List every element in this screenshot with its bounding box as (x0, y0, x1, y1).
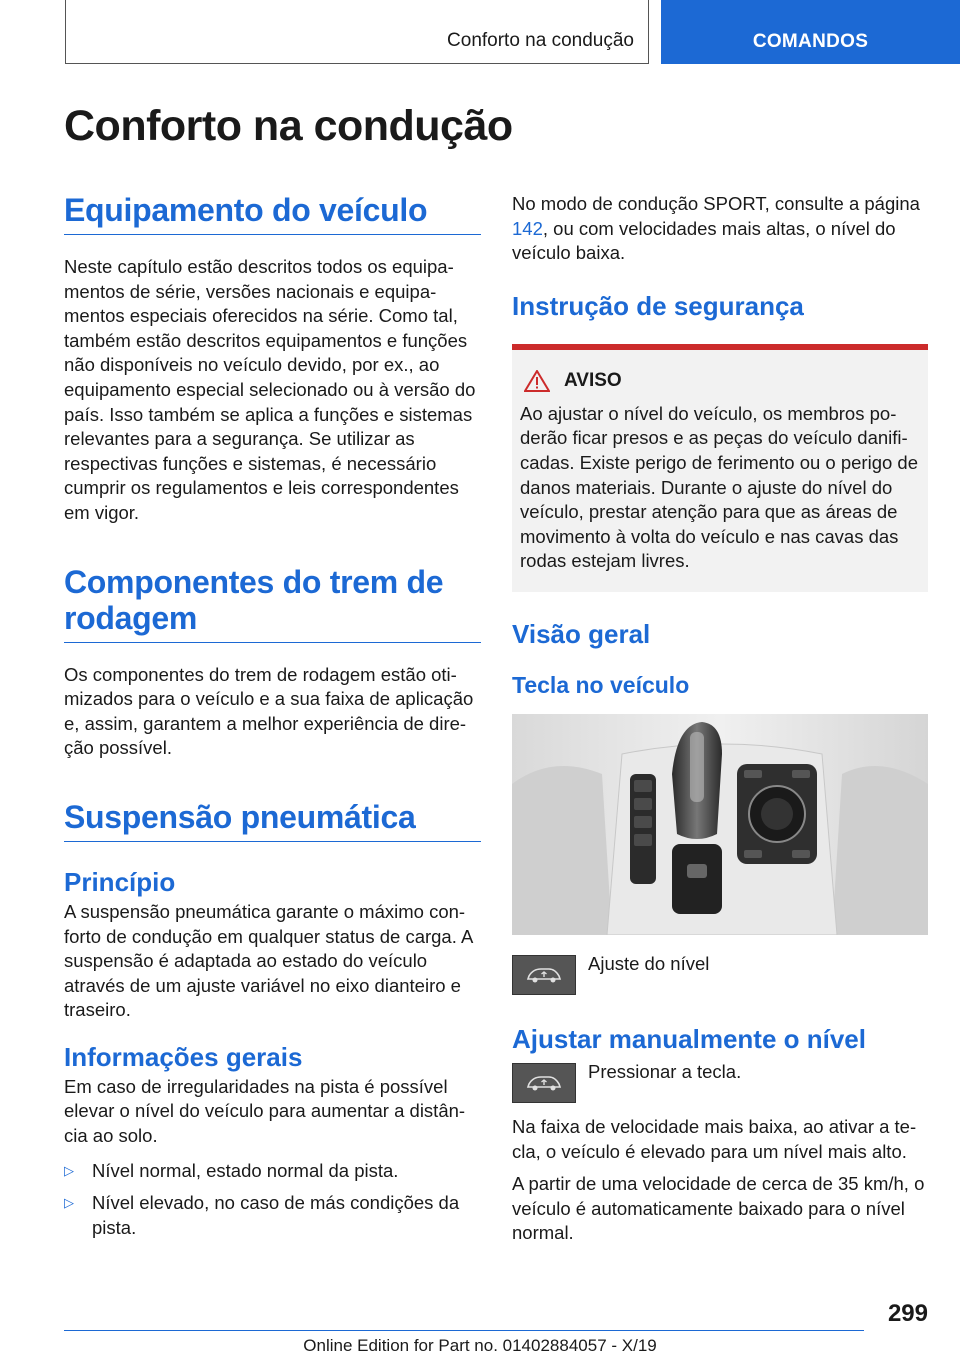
heading-chassis-components: Componentes do trem de rodagem (64, 564, 481, 643)
warning-box (512, 344, 928, 592)
heading-safety: Instrução de segurança (512, 290, 804, 321)
right-column (512, 192, 928, 1246)
list-item-text: Nível normal, estado normal da pista. (92, 1159, 399, 1181)
chassis-paragraph: Os componentes do trem de rodagem estão otimizados para o veículo e a sua faixa de aplicação e, assim, garantem a melhor experiência de direção possível. (64, 663, 474, 759)
principle-paragraph: A suspensão pneumática garante o máximo conforto de condução em qualquer status de carga. A suspensão é adaptada ao estado do veículo através de um ajuste variável no eixo dianteiro e traseiro. (64, 900, 473, 1021)
heading-equipment: Equipamento do veículo (64, 192, 481, 235)
equipment-paragraph: Neste capítulo estão descritos todos os equipamentos de série, versões nacionais e equipamentos especiais oferecidos na série. Como tal, também estão descritos equipamentos e funções não disponíveis no veículo devido, por ex., ao equipamento especial selecionado ou à versão do país. Isso também se aplica a funções e sistemas relevantes para a segurança. Se utilizar as respectivas funções e sistemas, é necessário cumprir os regulamentos e leis correspondentes em vigor. (64, 256, 476, 523)
car-level-icon (523, 964, 565, 986)
list-item (64, 1159, 481, 1184)
header-section-label: Conforto na condução (447, 30, 634, 51)
heading-manual-level: Ajustar manualmente o nível (512, 1023, 866, 1054)
car-level-icon (523, 1072, 565, 1094)
list-item (64, 1191, 481, 1240)
list-item-text: Nível elevado, no caso de más condições da pista. (92, 1192, 460, 1238)
heading-overview: Visão geral (512, 618, 651, 649)
header-section-box (65, 0, 649, 64)
header-chapter-tab[interactable] (661, 0, 960, 64)
warning-label: AVISO (564, 369, 622, 391)
warning-text: Ao ajustar o nível do veículo, os membros poderão ficar presos e as peças do veículo danificadas. Existe perigo de ferimento ou o perigo de danos materiais. Durante o ajuste do nível do veículo, prestar atenção para que as áreas de movimento à volta do veículo e nas cavas das rodas estejam livres. (520, 402, 918, 572)
warning-triangle-icon (524, 370, 550, 392)
manual-paragraph-1: Na faixa de velocidade mais baixa, ao ativar a tecla, o veículo é elevado para um nível mais alto. (512, 1115, 917, 1162)
level-adjust-key[interactable] (512, 955, 576, 995)
page-title: Conforto na condução (64, 102, 513, 150)
chapter-tab-label: COMANDOS (752, 31, 869, 52)
triangle-bullet-icon: ▷ (64, 1162, 74, 1178)
triangle-bullet-icon: ▷ (64, 1195, 74, 1211)
key-caption: Ajuste do nível (588, 952, 710, 974)
page-reference-link[interactable]: 142 (512, 217, 543, 239)
page-number: 299 (887, 1300, 928, 1327)
level-adjust-key[interactable] (512, 1063, 576, 1103)
heading-principle: Princípio (64, 866, 176, 897)
warning-header (524, 370, 920, 392)
key-row-press (512, 1060, 928, 1103)
footer-edition: Online Edition for Part no. 01402884057 - X/19 (303, 1336, 657, 1355)
sport-mode-paragraph: No modo de condução SPORT, consulte a página 142, ou com velocidades mais altas, o nível do veículo baixa. (512, 193, 920, 264)
key-row-level-adjust (512, 952, 928, 995)
heading-general-info: Informações gerais (64, 1041, 303, 1072)
left-column (64, 192, 481, 1240)
general-info-paragraph: Em caso de irregularidades na pista é possível elevar o nível do veículo para aumentar a distância ao solo. (64, 1075, 466, 1147)
manual-step-text: Pressionar a tecla. (588, 1060, 742, 1082)
center-console-photo (512, 714, 928, 935)
heading-air-suspension: Suspensão pneumática (64, 799, 481, 842)
console-illustration (512, 714, 928, 935)
manual-paragraph-2: A partir de uma velocidade de cerca de 35 km/h, o veículo é automaticamente baixado para o nível normal. (512, 1173, 925, 1244)
heading-vehicle-button: Tecla no veículo (512, 671, 690, 698)
footer-divider (64, 1330, 864, 1331)
